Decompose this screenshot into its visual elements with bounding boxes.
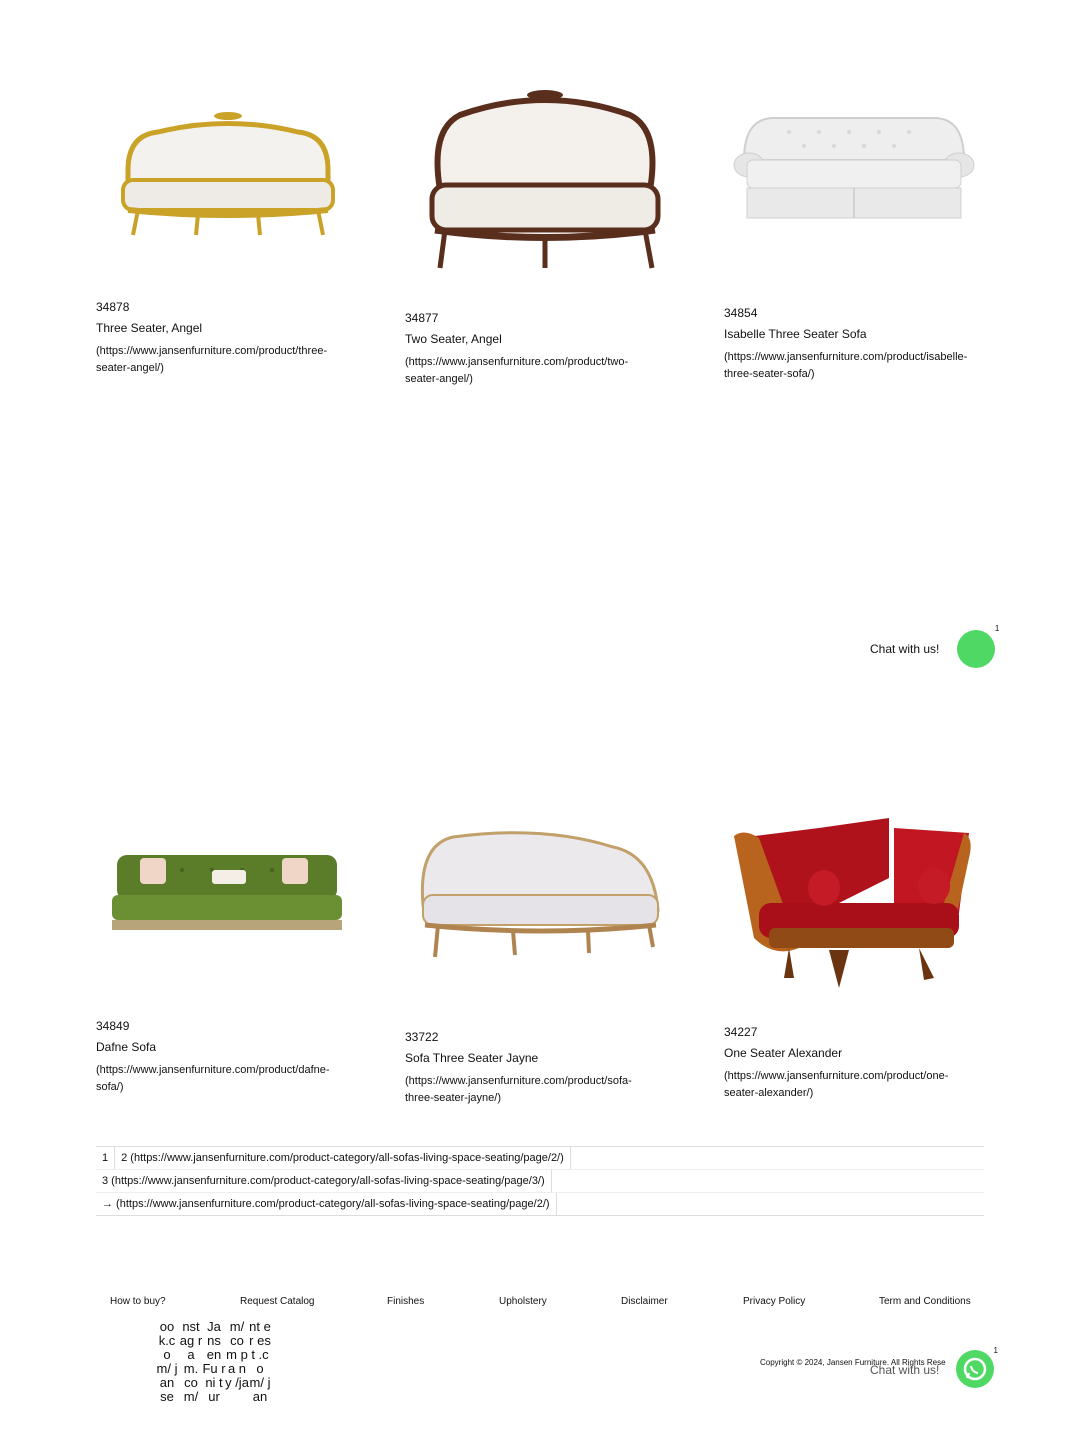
linkedin-link[interactable]: m/ co m pa ny /ja	[225, 1320, 249, 1390]
product-image[interactable]	[112, 850, 342, 960]
pagination-row	[96, 1147, 984, 1170]
copyright-text: Copyright © 2024, Jansen Furniture. All Rights Rese	[760, 1358, 946, 1367]
chat-label-overlay[interactable]: Chat with us!	[870, 1363, 940, 1377]
product-link[interactable]: (https://www.jansenfurniture.com/product/two-seater-angel/)	[405, 356, 629, 385]
product-sku: 34849	[96, 1019, 130, 1033]
page-2-link[interactable]: 2 (https://www.jansenfurniture.com/product-category/all-sofas-living-space-seating/page/2/)	[115, 1147, 571, 1169]
chat-badge: 1	[994, 624, 1000, 633]
company-link[interactable]: Ja ns en Fu rni tur	[202, 1320, 226, 1404]
pagination-row	[96, 1193, 984, 1215]
product-name[interactable]: Isabelle Three Seater Sofa	[724, 327, 867, 341]
product-sku: 34227	[724, 1025, 758, 1039]
chat-bubble-icon[interactable]	[957, 624, 1000, 668]
footer-link-how-to-buy[interactable]: How to buy?	[110, 1296, 166, 1307]
product-link[interactable]: (https://www.jansenfurniture.com/product/sofa-three-seater-jayne/)	[405, 1075, 632, 1104]
chat-widget[interactable]	[870, 624, 1000, 668]
product-image[interactable]	[420, 90, 670, 275]
product-image[interactable]	[413, 825, 673, 965]
product-sku: 33722	[405, 1030, 439, 1044]
product-sku: 34854	[724, 306, 758, 320]
product-image[interactable]	[108, 110, 348, 240]
product-image[interactable]	[729, 818, 979, 993]
product-name[interactable]: Two Seater, Angel	[405, 332, 502, 346]
footer-link-upholstery[interactable]: Upholstery	[499, 1296, 547, 1307]
product-name[interactable]: Three Seater, Angel	[96, 321, 203, 335]
product-name[interactable]: Sofa Three Seater Jayne	[405, 1051, 539, 1065]
whatsapp-glyph-icon	[956, 1350, 994, 1388]
whatsapp-badge: 1	[993, 1346, 998, 1355]
product-link[interactable]: (https://www.jansenfurniture.com/product/one-seater-alexander/)	[724, 1070, 949, 1099]
product-link[interactable]: (https://www.jansenfurniture.com/product/isabelle-three-seater-sofa/)	[724, 351, 968, 380]
product-name[interactable]: Dafne Sofa	[96, 1040, 157, 1054]
next-page-link[interactable]: → (https://www.jansenfurniture.com/product-category/all-sofas-living-space-seating/page/2/)	[96, 1193, 557, 1215]
pagination-row	[96, 1170, 984, 1193]
product-sku: 34878	[96, 300, 130, 314]
product-image[interactable]	[729, 110, 979, 225]
facebook-link[interactable]: oo k.c o m/ jan se	[156, 1320, 178, 1404]
pagination	[96, 1146, 984, 1216]
page-3-link[interactable]: 3 (https://www.jansenfurniture.com/product-category/all-sofas-living-space-seating/page/3/)	[96, 1170, 552, 1192]
pinterest-link[interactable]: nt er est .co m/ jan	[249, 1320, 271, 1404]
footer-link-terms[interactable]: Term and Conditions	[879, 1296, 971, 1307]
product-sku: 34877	[405, 311, 439, 325]
footer-link-finishes[interactable]: Finishes	[387, 1296, 425, 1307]
page-current: 1	[96, 1147, 115, 1169]
chat-label[interactable]: Chat with us!	[870, 642, 940, 656]
footer-link-disclaimer[interactable]: Disclaimer	[621, 1296, 668, 1307]
instagram-link[interactable]: nst ag ra m. co m/	[179, 1320, 203, 1404]
footer-link-request-catalog[interactable]: Request Catalog	[240, 1296, 315, 1307]
product-link[interactable]: (https://www.jansenfurniture.com/product/dafne-sofa/)	[96, 1064, 330, 1093]
whatsapp-icon[interactable]	[956, 1346, 998, 1388]
product-name[interactable]: One Seater Alexander	[724, 1046, 843, 1060]
product-link[interactable]: (https://www.jansenfurniture.com/product/three-seater-angel/)	[96, 345, 328, 374]
footer-link-privacy-policy[interactable]: Privacy Policy	[743, 1296, 806, 1307]
